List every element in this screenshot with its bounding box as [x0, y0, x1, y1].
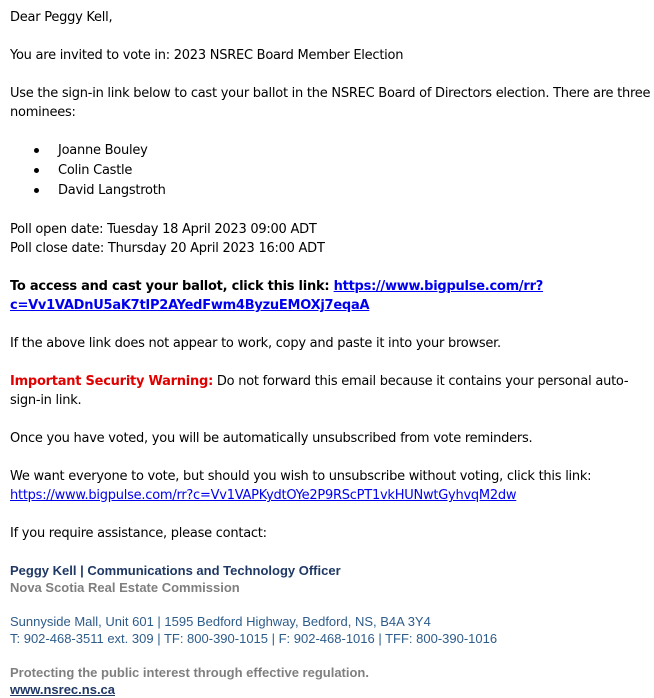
fallback-note: If the above link does not appear to work, copy and paste it into your browser.	[10, 336, 501, 351]
warning-label: Important Security Warning:	[10, 374, 214, 389]
greeting: Dear Peggy Kell,	[10, 10, 113, 25]
signature-address: Sunnyside Mall, Unit 601 | 1595 Bedford Highway, Bedford, NS, B4A 3Y4	[10, 614, 431, 629]
unsubscribe-text: We want everyone to vote, but should you wish to unsubscribe without voting, click this link:	[10, 469, 592, 484]
access-paragraph	[10, 277, 652, 315]
instructions: Use the sign-in link below to cast your ballot in the NSREC Board of Directors election. There are three nominees:	[10, 86, 651, 120]
after-vote-note: Once you have voted, you will be automatically unsubscribed from vote reminders.	[10, 431, 533, 446]
list-item: Colin Castle	[10, 161, 652, 181]
warning-text: Do not forward this email because it contains your personal auto-sign-in link.	[10, 374, 629, 408]
signature-name-line	[10, 562, 652, 579]
ballot-link-part2[interactable]: c=Vv1VADnU5aK7tIP2AYedFwm4ByzuEMOXj7eqaA	[10, 298, 370, 313]
assistance-note: If you require assistance, please contact:	[10, 526, 267, 541]
ballot-link-part1[interactable]: https://www.bigpulse.com/rr?	[333, 279, 544, 294]
signature-title: Communications and Technology Officer	[87, 563, 341, 578]
signature-organization: Nova Scotia Real Estate Commission	[10, 580, 240, 595]
security-warning	[10, 372, 652, 410]
list-item: David Langstroth	[10, 181, 652, 201]
email-body	[10, 8, 652, 698]
access-label: To access and cast your ballot, click this link:	[10, 279, 334, 294]
email-signature	[10, 562, 652, 698]
website-link[interactable]: www.nsrec.ns.ca	[10, 682, 116, 697]
unsubscribe-link[interactable]: https://www.bigpulse.com/rr?c=Vv1VAPKydtOYe2P9RScPT1vkHUNwtGyhvqM2dw	[10, 488, 517, 503]
invite-line: You are invited to vote in: 2023 NSREC Board Member Election	[10, 48, 404, 63]
signature-phones: T: 902-468-3511 ext. 309 | TF: 800-390-1015 | F: 902-468-1016 | TFF: 800-390-1016	[10, 631, 498, 646]
poll-open-date: Poll open date: Tuesday 18 April 2023 09:00 ADT	[10, 222, 317, 237]
signature-tagline: Protecting the public interest through effective regulation.	[10, 665, 369, 680]
nominee-list	[10, 141, 652, 201]
signature-name: Peggy Kell	[10, 563, 77, 578]
poll-close-date: Poll close date: Thursday 20 April 2023 16:00 ADT	[10, 241, 325, 256]
list-item: Joanne Bouley	[10, 141, 652, 161]
signature-separator: |	[76, 563, 88, 578]
